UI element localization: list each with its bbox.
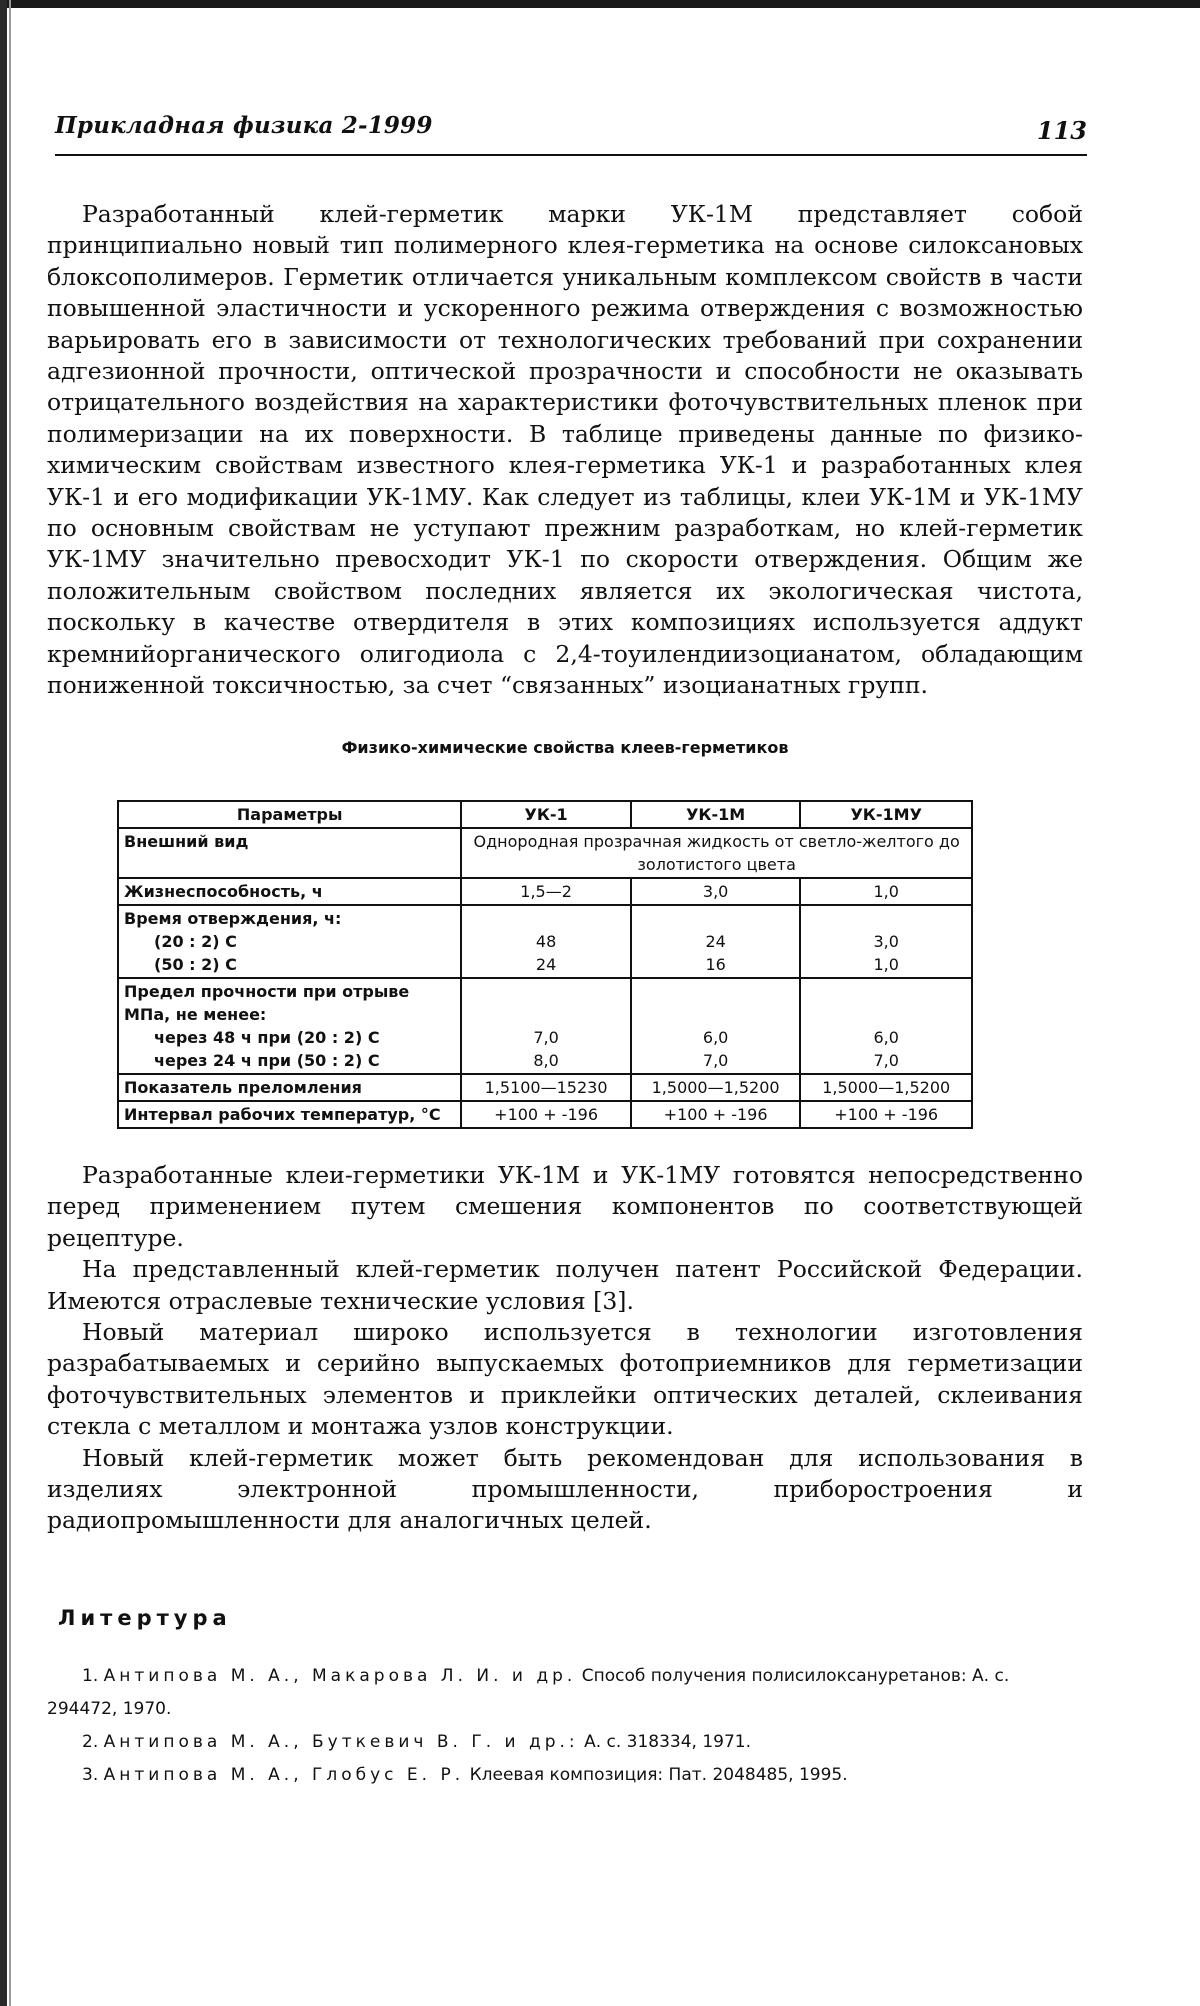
cure-value: 24 [535,955,557,974]
reference-item [47,1726,1083,1759]
table-row-cure-time [118,905,972,978]
running-header [55,112,1087,156]
cell-value: 1,5000—1,5200 [800,1074,972,1101]
table-row-refractive-index [118,1074,972,1101]
table-title: Физико-химические свойства клеев-герметиков [341,738,789,757]
strength-cond-2: через 24 ч при (50 : 2) С [154,1051,380,1070]
reference-author: Антипова М. А., Макарова Л. И. и др. [103,1666,577,1686]
cure-time-cond-2: (50 : 2) С [154,955,237,974]
strength-value: 7,0 [533,1028,559,1047]
strength-label-2: МПа, не менее: [124,1005,267,1024]
reference-number: 1. [82,1666,99,1686]
cure-value: 16 [705,955,726,974]
reference-author: Антипова М. А., Буткевич В. Г. и др.: [103,1732,579,1752]
row-label: Показатель преломления [118,1074,461,1101]
table-row-temperature [118,1101,972,1128]
references-title: Литертура [58,1606,232,1630]
journal-title: Прикладная физика 2-1999 [55,112,433,139]
body-paragraph: Новый материал широко используется в технологии изготовления разрабатываемых и серийно выпускаемых фотоприемников для герметизации фоточувствительных элементов и приклейки оптических деталей, склеивания стекла с металлом и монтажа узлов конструкции. [47,1318,1083,1441]
cell-value: +100 + -196 [800,1101,972,1128]
row-label [118,905,461,978]
properties-table [117,800,973,1129]
cell-value: 1,5000—1,5200 [631,1074,801,1101]
cure-value: 1,0 [873,955,899,974]
cell-value [631,905,801,978]
table-row-appearance [118,828,972,878]
cure-value: 24 [705,932,726,951]
cell-value [800,978,972,1074]
row-label: Интервал рабочих температур, °С [118,1101,461,1128]
row-label [118,978,461,1074]
cell-value: 3,0 [631,878,801,905]
cell-value [800,905,972,978]
row-label: Внешний вид [118,828,461,878]
appearance-value: Однородная прозрачная жидкость от светло-желтого до золотистого цвета [461,828,972,878]
reference-text: Способ получения полисилоксануретанов: А. с. 294472, 1970. [47,1666,1010,1719]
cell-value [631,978,801,1074]
strength-value: 6,0 [873,1028,899,1047]
body-paragraph: Разработанные клеи-герметики УК-1М и УК-1МУ готовятся непосредственно перед применением путем смешения компонентов по соответствующей рецептуре. [47,1161,1083,1252]
header-params: Параметры [118,801,461,828]
strength-label-1: Предел прочности при отрыве [124,982,410,1001]
cell-value: 1,5100—15230 [461,1074,631,1101]
cure-time-label: Время отверждения, ч: [124,909,342,928]
cell-value [461,905,631,978]
cell-value: +100 + -196 [461,1101,631,1128]
strength-value: 7,0 [702,1051,729,1070]
reference-text: Клеевая композиция: Пат. 2048485, 1995. [469,1765,848,1785]
reference-item [47,1660,1083,1726]
strength-value: 8,0 [533,1051,559,1070]
header-uk1m: УК-1М [631,801,801,828]
cure-value: 3,0 [873,932,899,951]
reference-number: 3. [82,1765,99,1785]
cure-value: 48 [535,932,557,951]
table-header-row [118,801,972,828]
reference-author: Антипова М. А., Глобус Е. Р. [103,1765,465,1785]
reference-item [47,1759,1083,1792]
scan-border-top [0,0,1200,8]
body-paragraph: На представленный клей-герметик получен патент Российской Федерации. Имеются отраслевые технические условия [3]. [47,1255,1083,1315]
cell-value: +100 + -196 [631,1101,801,1128]
header-uk1: УК-1 [461,801,631,828]
table-row-strength [118,978,972,1074]
table-row-pot-life [118,878,972,905]
reference-number: 2. [82,1732,99,1752]
intro-paragraph [47,199,1083,702]
strength-value: 6,0 [702,1028,729,1047]
reference-text: А. с. 318334, 1971. [584,1732,752,1752]
scan-border-left [0,0,7,2006]
page-number: 113 [1036,116,1087,145]
cell-value [461,978,631,1074]
body-paragraphs [47,1160,1083,1537]
intro-text: Разработанный клей-герметик марки УК-1М представляет собой принципиально новый тип полимерного клея-герметика на основе силоксановых блоксополимеров. Герметик отличается уникальным комплексом свойств в части повышенной эластичности и ускоренного режима отверждения с возможностью варьировать его в зависимости от технологических требований при сохранении адгезионной прочности, оптической прозрачности и способности не оказывать отрицательного воздействия на характеристики фоточувствительных пленок при полимеризации на их поверхности. В таблице приведены данные по физико-химическим свойствам известного клея-герметика УК-1 и разработанных клея УК-1 и его модификации УК-1МУ. Как следует из таблицы, клеи УК-1М и УК-1МУ по основным свойствам не уступают прежним разработкам, но клей-герметик УК-1МУ значительно превосходит УК-1 по скорости отверждения. Общим же положительным свойством последних является их экологическая чистота, поскольку в качестве отвердителя в этих композициях используется аддукт кремнийорганического олигодиола с 2,4-тоуилендиизоцианатом, обладающим пониженной токсичностью, за счет “связанных” изоцианатных групп. [47,200,1083,700]
strength-cond-1: через 48 ч при (20 : 2) С [154,1028,380,1047]
scan-border-left-inner [9,0,11,2006]
cell-value: 1,0 [800,878,972,905]
cure-time-cond-1: (20 : 2) С [154,932,237,951]
strength-value: 7,0 [873,1051,899,1070]
references-list [47,1660,1083,1792]
cell-value: 1,5—2 [461,878,631,905]
row-label: Жизнеспособность, ч [118,878,461,905]
body-paragraph: Новый клей-герметик может быть рекомендован для использования в изделиях электронной промышленности, приборостроения и радиопромышленности для аналогичных целей. [47,1443,1083,1535]
header-uk1mu: УК-1МУ [800,801,972,828]
